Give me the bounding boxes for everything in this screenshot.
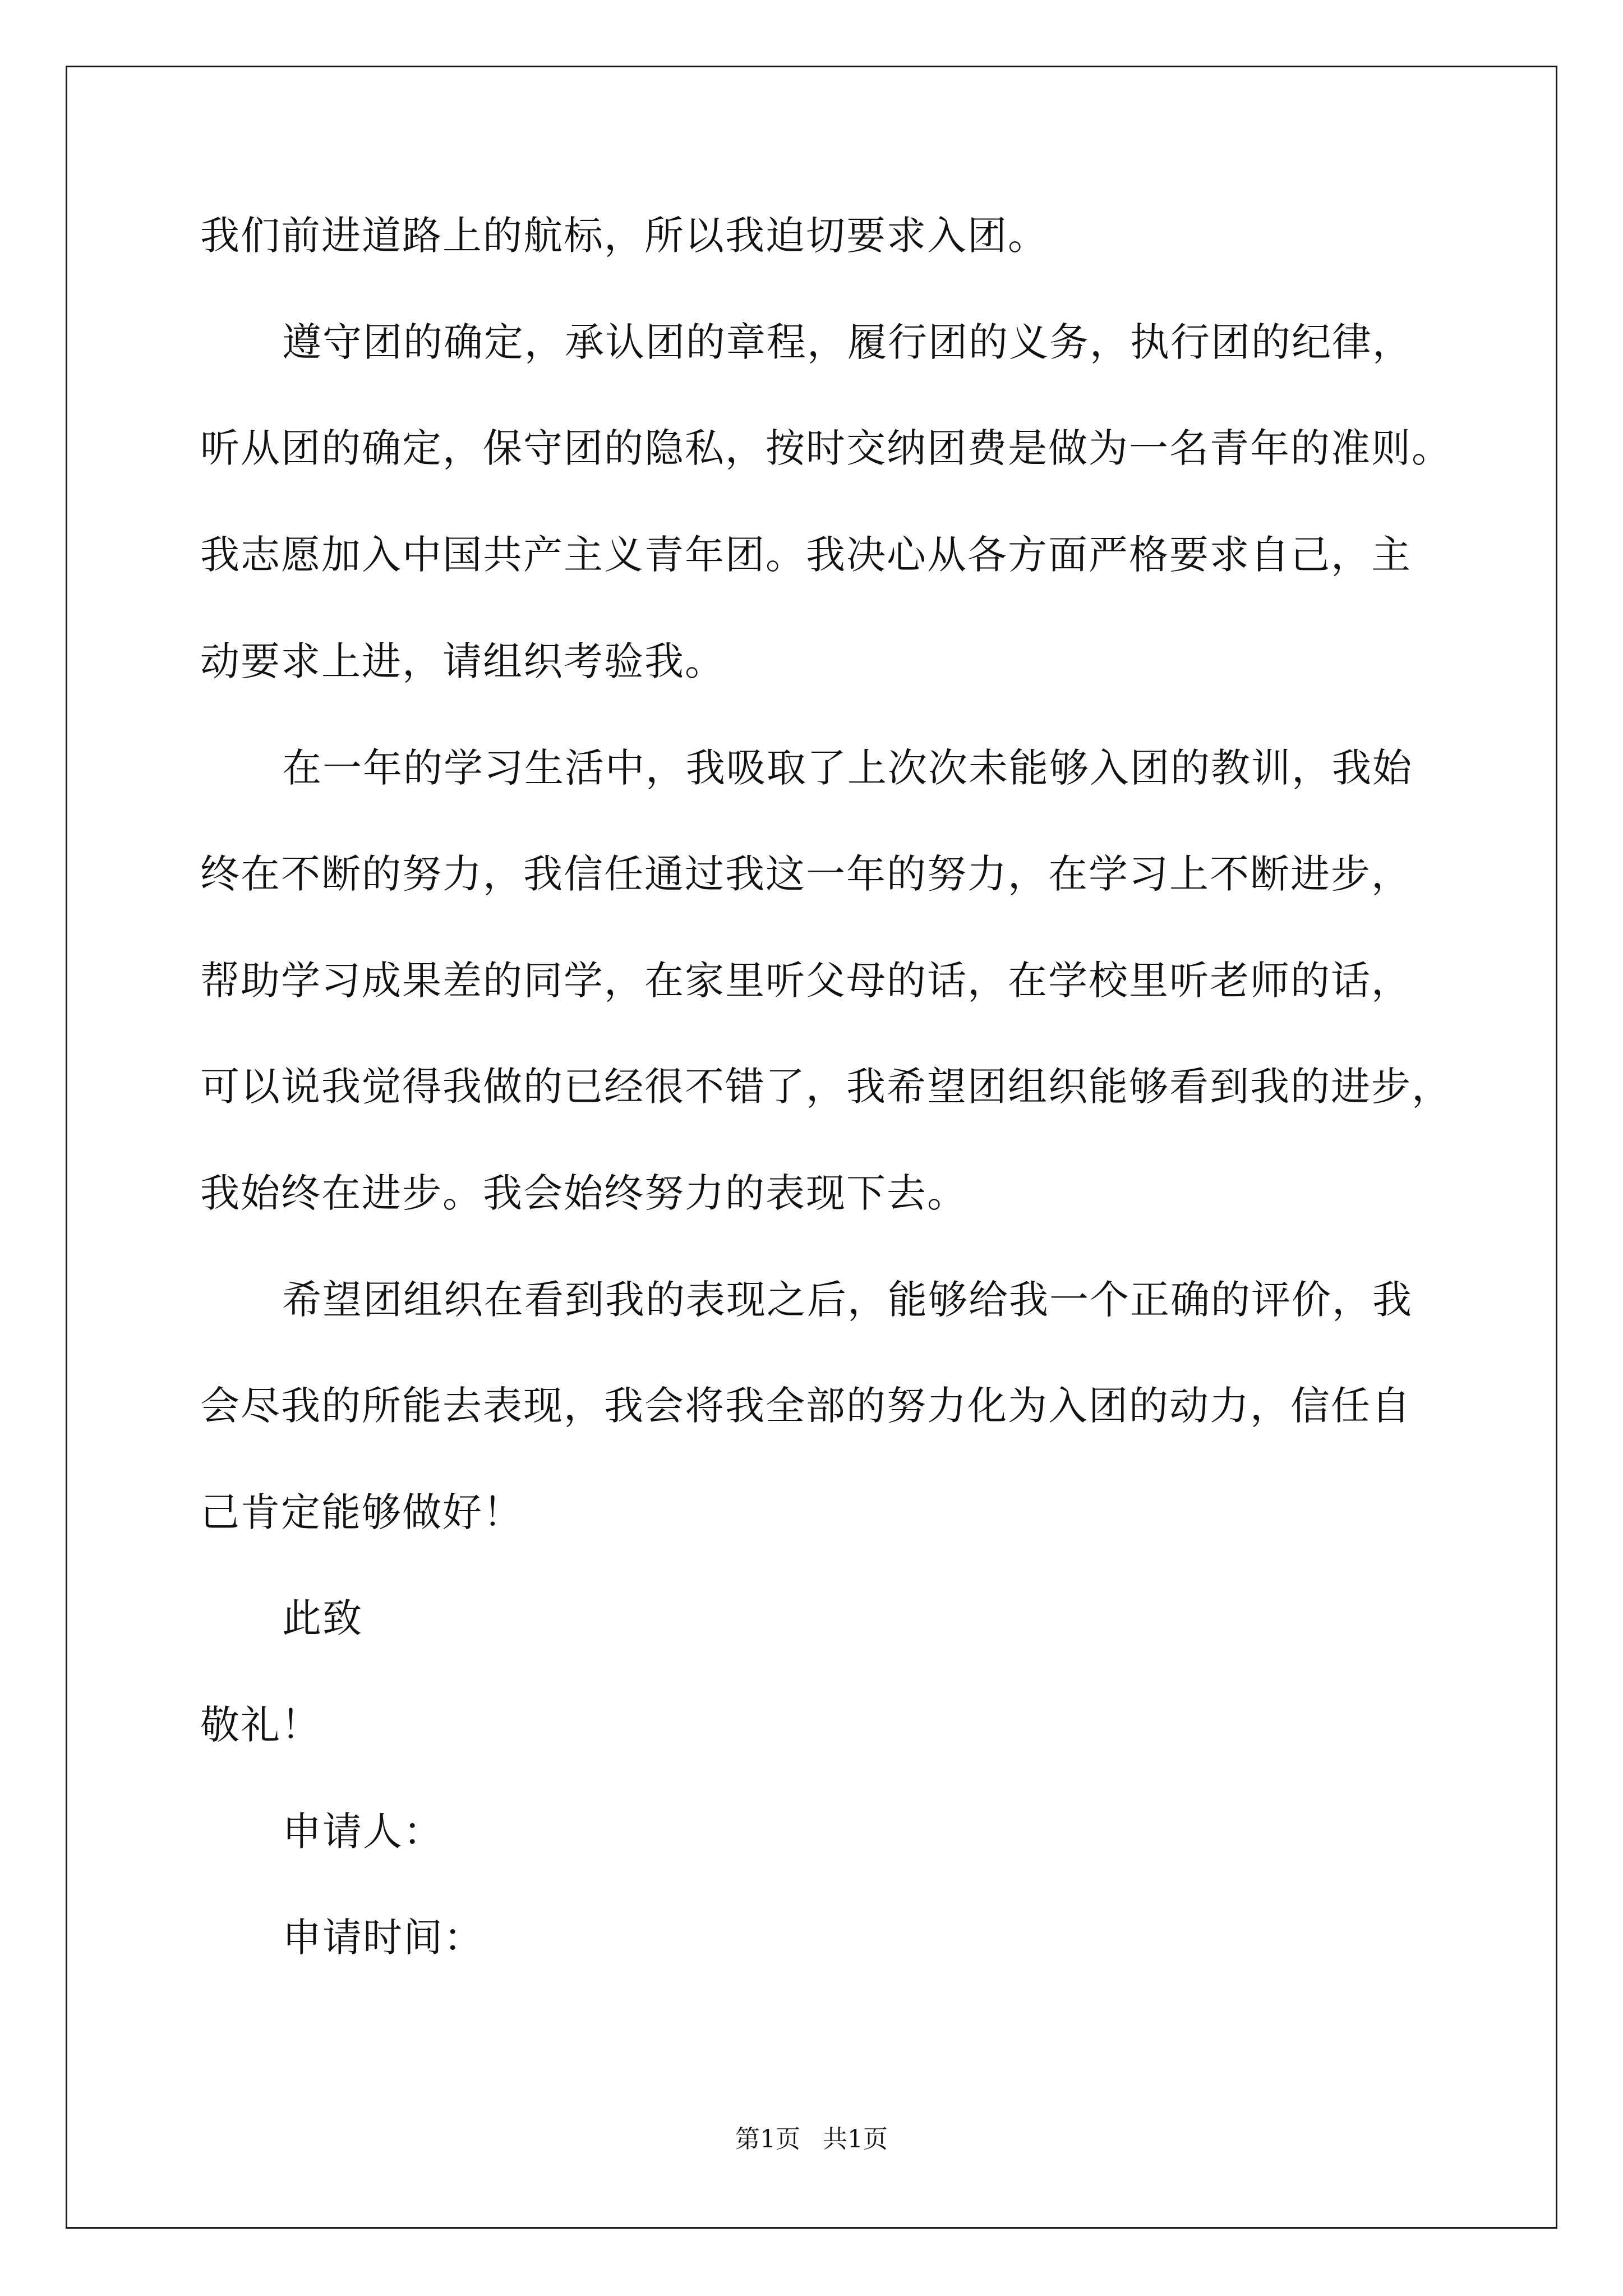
- text-line: 可以说我觉得我做的已经很不错了，我希望团组织能够看到我的进步，: [200, 1064, 1452, 1110]
- application-date-label: 申请时间：: [282, 1915, 484, 1961]
- applicant-label: 申请人：: [282, 1809, 444, 1855]
- text-line: 终在不断的努力，我信任通过我这一年的努力，在学习上不断进步，: [200, 851, 1412, 897]
- text-line: 己肯定能够做好！: [200, 1489, 523, 1535]
- text-line: 会尽我的所能去表现，我会将我全部的努力化为入团的动力，信任自: [200, 1383, 1412, 1429]
- text-line: 我志愿加入中国共产主义青年团。我决心从各方面严格要求自己，主: [200, 532, 1412, 578]
- text-line: 听从团的确定，保守团的隐私，按时交纳团费是做为一名青年的准则。: [200, 425, 1452, 471]
- page-border: [66, 66, 1557, 2229]
- text-line: 我始终在进步。我会始终努力的表现下去。: [200, 1170, 967, 1216]
- text-line: 动要求上进，请组织考验我。: [200, 638, 725, 684]
- closing-greeting: 此致: [282, 1595, 363, 1641]
- salutation: 敬礼！: [200, 1702, 321, 1748]
- page-number-total: 共1页: [823, 2125, 888, 2154]
- text-line: 在一年的学习生活中，我吸取了上次次未能够入团的教训，我始: [282, 745, 1413, 791]
- page-footer: [0, 2124, 1623, 2155]
- text-line: 帮助学习成果差的同学，在家里听父母的话，在学校里听老师的话，: [200, 958, 1412, 1004]
- text-line: 我们前进道路上的航标，所以我迫切要求入团。: [200, 213, 1048, 259]
- page-number-current: 第1页: [735, 2125, 800, 2154]
- text-line: 遵守团的确定，承认团的章程，履行团的义务，执行团的纪律，: [282, 319, 1413, 365]
- text-line: 希望团组织在看到我的表现之后，能够给我一个正确的评价，我: [282, 1277, 1413, 1323]
